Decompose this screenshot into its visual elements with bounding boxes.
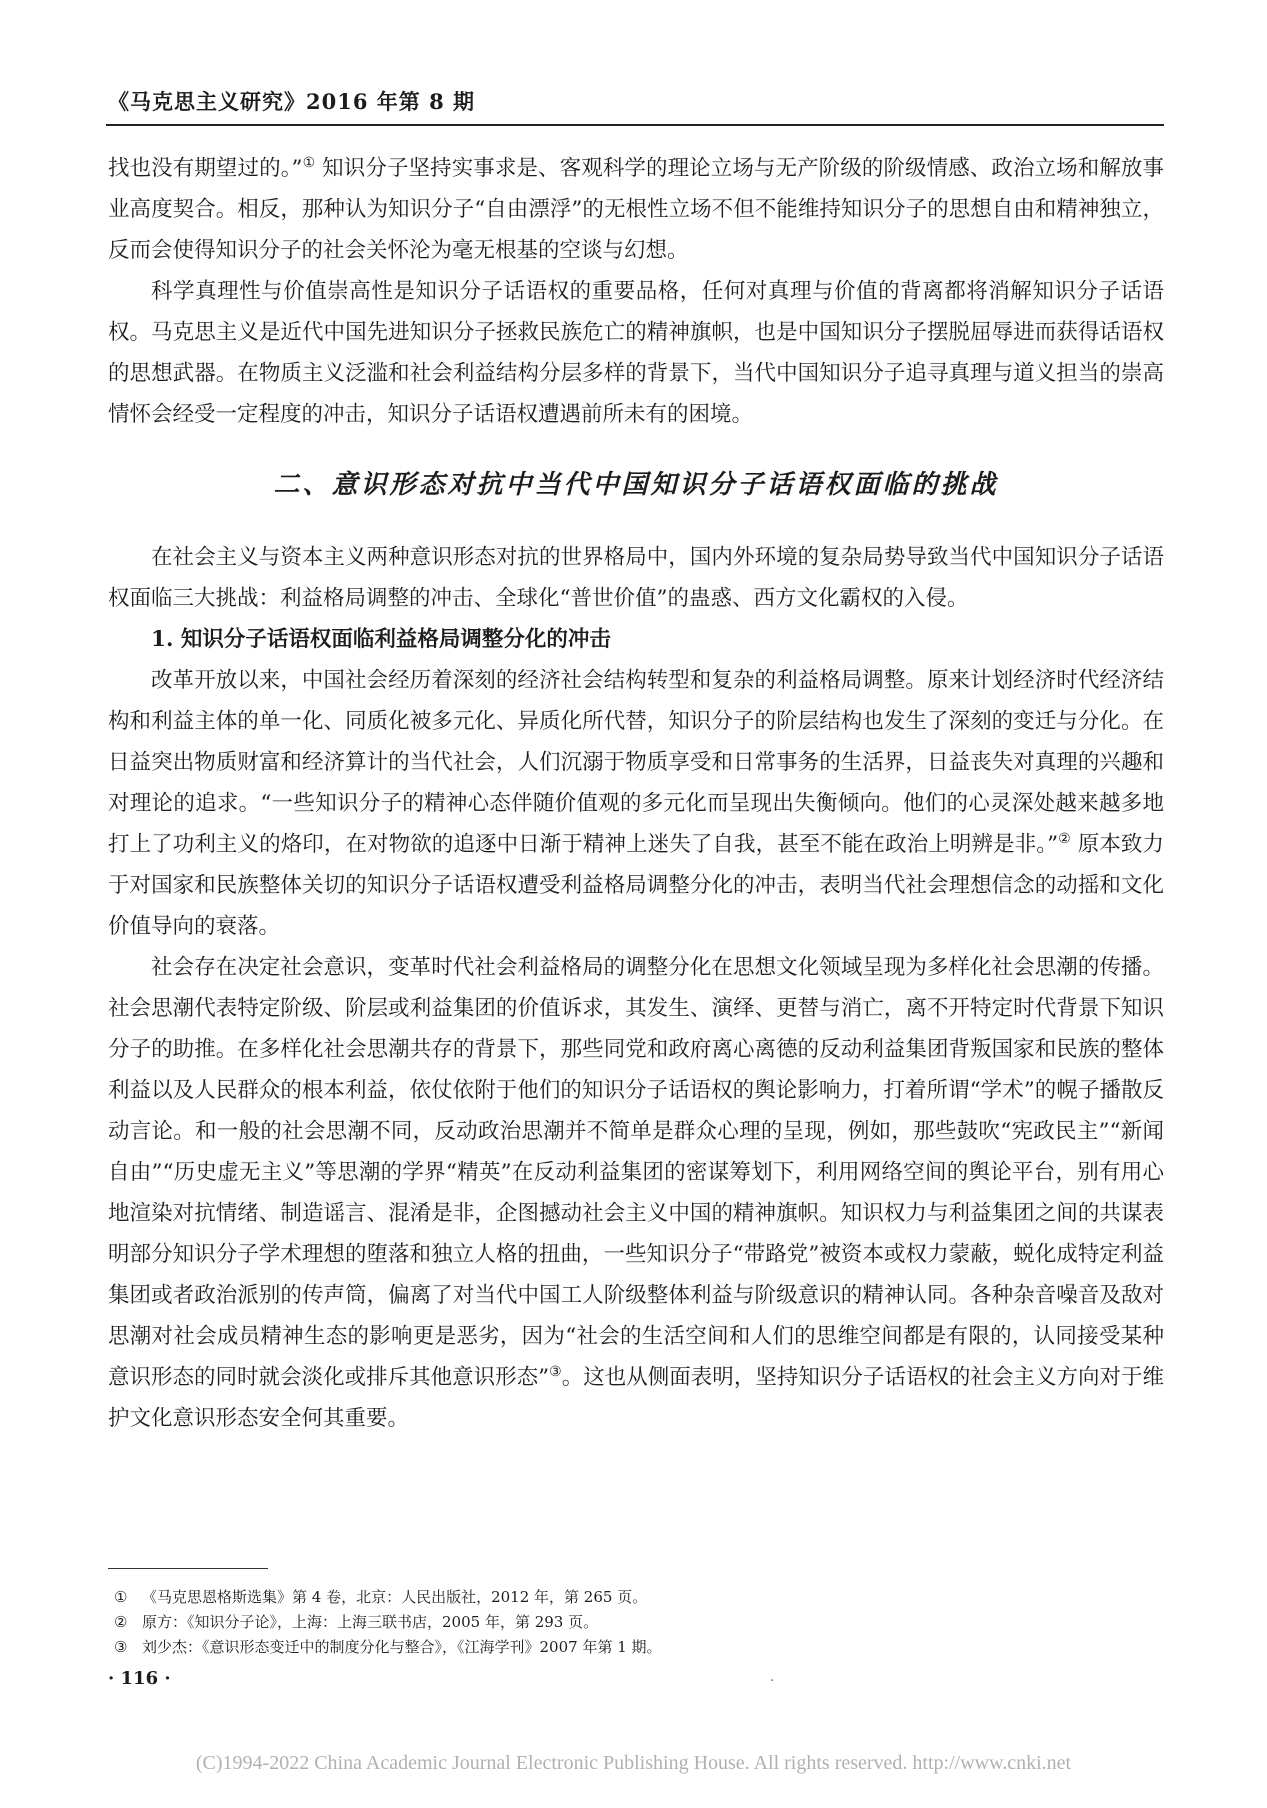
footnotes	[108, 1585, 1108, 1660]
page-number: · 116 ·	[108, 1668, 171, 1689]
paragraph-4	[108, 660, 1164, 947]
paragraph-1-text-b: 知识分子坚持实事求是、客观科学的理论立场与无产阶级的阶级情感、政治立场和解放事业高度契合。相反，那种认为知识分子“自由漂浮”的无根性立场不但不能维持知识分子的思想自由和精神独立，反而会使得知识分子的社会关怀沦为毫无根基的空谈与幻想。	[108, 156, 1164, 263]
footnote-ref-3[interactable]: ③	[549, 1363, 562, 1380]
footnote-1	[108, 1585, 1108, 1610]
paragraph-3: 在社会主义与资本主义两种意识形态对抗的世界格局中，国内外环境的复杂局势导致当代中国知识分子话语权面临三大挑战：利益格局调整的冲击、全球化“普世价值”的蛊惑、西方文化霸权的入侵。	[108, 545, 1164, 611]
footnote-ref-2[interactable]: ②	[1058, 830, 1071, 847]
paragraph-5-text-b: 。这也从侧面表明，坚持知识分子话语权的社会主义方向对于维护文化意识形态安全何其重要。	[108, 1365, 1164, 1431]
subsection-heading: 1. 知识分子话语权面临利益格局调整分化的冲击	[151, 627, 611, 652]
footnote-2-text: 原方：《知识分子论》，上海：上海三联书店，2005 年，第 293 页。	[142, 1613, 599, 1631]
paragraph-1-text-a: 找也没有期望过的。”	[108, 156, 303, 181]
section-title: 二、意识形态对抗中当代中国知识分子话语权面临的挑战	[273, 470, 999, 500]
copyright-notice: (C)1994-2022 China Academic Journal Electronic Publishing House. All rights reserved. http://www.cnki.net	[195, 1752, 1072, 1774]
footnote-3-text: 刘少杰：《意识形态变迁中的制度分化与整合》，《江海学刊》2007 年第 1 期。	[142, 1638, 662, 1656]
paragraph-5-text-a: 社会存在决定社会意识，变革时代社会利益格局的调整分化在思想文化领域呈现为多样化社会思潮的传播。社会思潮代表特定阶级、阶层或利益集团的价值诉求，其发生、演绎、更替与消亡，离不开特定时代背景下知识分子的助推。在多样化社会思潮共存的背景下，那些同党和政府离心离德的反动利益集团背叛国家和民族的整体利益以及人民群众的根本利益，依仗依附于他们的知识分子话语权的舆论影响力，打着所谓“学术”的幌子播散反动言论。和一般的社会思潮不同，反动政治思潮并不简单是群众心理的呈现，例如，那些鼓吹“宪政民主”“新闻自由”“历史虚无主义”等思潮的学界“精英”在反动利益集团的密谋筹划下，利用网络空间的舆论平台，别有用心地渲染对抗情绪、制造谣言、混淆是非，企图撼动社会主义中国的精神旗帜。知识权力与利益集团之间的共谋表明部分知识分子学术理想的堕落和独立人格的扭曲，一些知识分子“带路党”被资本或权力蒙蔽，蜕化成特定利益集团或者政治派别的传声筒，偏离了对当代中国工人阶级整体利益与阶级意识的精神认同。各种杂音噪音及敌对思潮对社会成员精神生态的影响更是恶劣，因为“社会的生活空间和人们的思维空间都是有限的，认同接受某种意识形态的同时就会淡化或排斥其他意识形态”	[108, 955, 1164, 1390]
header-rule	[106, 124, 1164, 126]
paragraph-5	[108, 947, 1164, 1439]
footnote-2-mark: ②	[114, 1613, 128, 1631]
footnote-ref-1[interactable]: ①	[302, 154, 316, 171]
footnote-3-mark: ③	[114, 1638, 128, 1656]
footnote-3	[108, 1635, 1108, 1660]
footnote-1-text: 《马克思恩格斯选集》第 4 卷，北京：人民出版社，2012 年，第 265 页。	[142, 1588, 648, 1606]
journal-header: 《马克思主义研究》2016 年第 8 期	[108, 89, 475, 114]
paragraph-4-text-b: 原本致力于对国家和民族整体关切的知识分子话语权遭受利益格局调整分化的冲击，表明当代社会理想信念的动摇和文化价值导向的衰落。	[108, 832, 1164, 939]
footnote-rule	[108, 1568, 268, 1569]
footnote-1-mark: ①	[114, 1588, 128, 1606]
article-body	[108, 148, 1164, 1439]
paragraph-4-text-a: 改革开放以来，中国社会经历着深刻的经济社会结构转型和复杂的利益格局调整。原来计划经济时代经济结构和利益主体的单一化、同质化被多元化、异质化所代替，知识分子的阶层结构也发生了深刻的变迁与分化。在日益突出物质财富和经济算计的当代社会，人们沉溺于物质享受和日常事务的生活界，日益丧失对真理的兴趣和对理论的追求。“一些知识分子的精神心态伴随价值观的多元化而呈现出失衡倾向。他们的心灵深处越来越多地打上了功利主义的烙印，在对物欲的追逐中日渐于精神上迷失了自我，甚至不能在政治上明辨是非。”	[108, 668, 1164, 857]
paragraph-2: 科学真理性与价值崇高性是知识分子话语权的重要品格，任何对真理与价值的背离都将消解知识分子话语权。马克思主义是近代中国先进知识分子拯救民族危亡的精神旗帜，也是中国知识分子摆脱屈辱进而获得话语权的思想武器。在物质主义泛滥和社会利益结构分层多样的背景下，当代中国知识分子追寻真理与道义担当的崇高情怀会经受一定程度的冲击，知识分子话语权遭遇前所未有的困境。	[108, 279, 1164, 427]
footnote-2	[108, 1610, 1108, 1635]
stray-dot-mark: ·	[770, 1673, 775, 1689]
paragraph-1	[108, 148, 1164, 271]
